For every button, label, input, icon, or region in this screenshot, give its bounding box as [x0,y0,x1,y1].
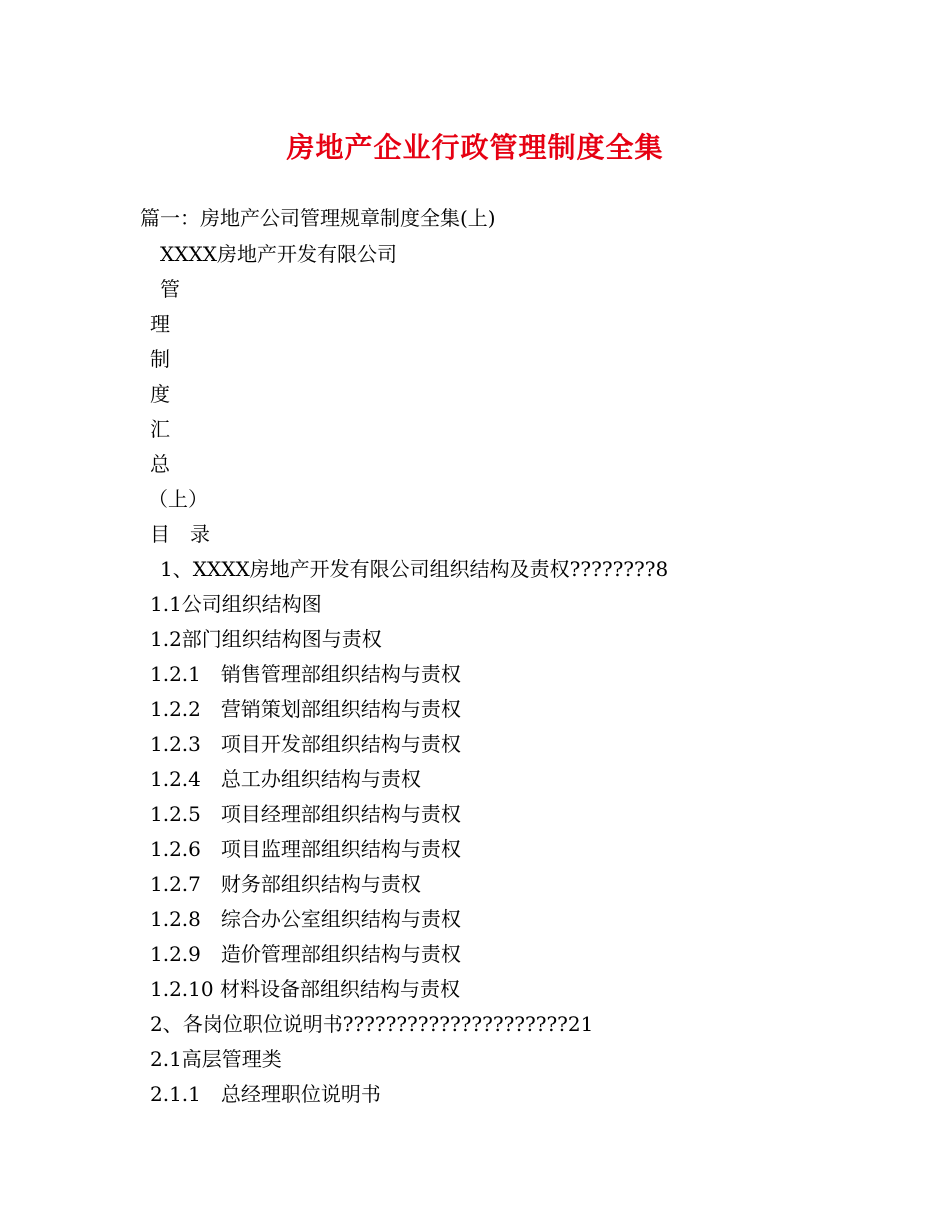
toc-entry: 1.2.6 项目监理部组织结构与责权 [150,837,461,861]
toc-entry: 1.2.8 综合办公室组织结构与责权 [150,907,461,931]
vertical-title-char: 度 [150,382,170,406]
document-title: 房地产企业行政管理制度全集 [286,131,664,164]
toc-entry: 2.1高层管理类 [150,1047,282,1071]
toc-entry: 1.2.1 销售管理部组织结构与责权 [150,662,461,686]
toc-entry: 1.2.9 造价管理部组织结构与责权 [150,942,461,966]
toc-entry: 1.2.5 项目经理部组织结构与责权 [150,802,461,826]
toc-entry: 1.2.2 营销策划部组织结构与责权 [150,697,461,721]
vertical-title-char: 汇 [150,417,170,441]
toc-entry: 1.2.3 项目开发部组织结构与责权 [150,732,461,756]
vertical-title-char: 理 [150,312,170,336]
section-heading: 篇一：房地产公司管理规章制度全集(上) [140,206,496,230]
vertical-title-char: 制 [150,347,170,371]
toc-entry: 2.1.1 总经理职位说明书 [150,1082,381,1106]
toc-entry: 1、XXXX房地产开发有限公司组织结构及责权????????8 [160,557,669,581]
vertical-title-char: 管 [160,277,180,301]
volume-label: （上） [148,487,208,511]
toc-entry: 1.1公司组织结构图 [150,592,322,616]
toc-entry: 1.2部门组织结构图与责权 [150,627,382,651]
toc-entry: 1.2.10 材料设备部组织结构与责权 [150,977,460,1001]
vertical-title-char: 总 [150,452,170,476]
company-name: XXXX房地产开发有限公司 [160,242,397,266]
toc-heading: 目 录 [150,522,210,546]
toc-entry: 1.2.4 总工办组织结构与责权 [150,767,421,791]
toc-entry: 1.2.7 财务部组织结构与责权 [150,872,421,896]
toc-entry: 2、各岗位职位说明书?????????????????????21 [150,1012,594,1036]
